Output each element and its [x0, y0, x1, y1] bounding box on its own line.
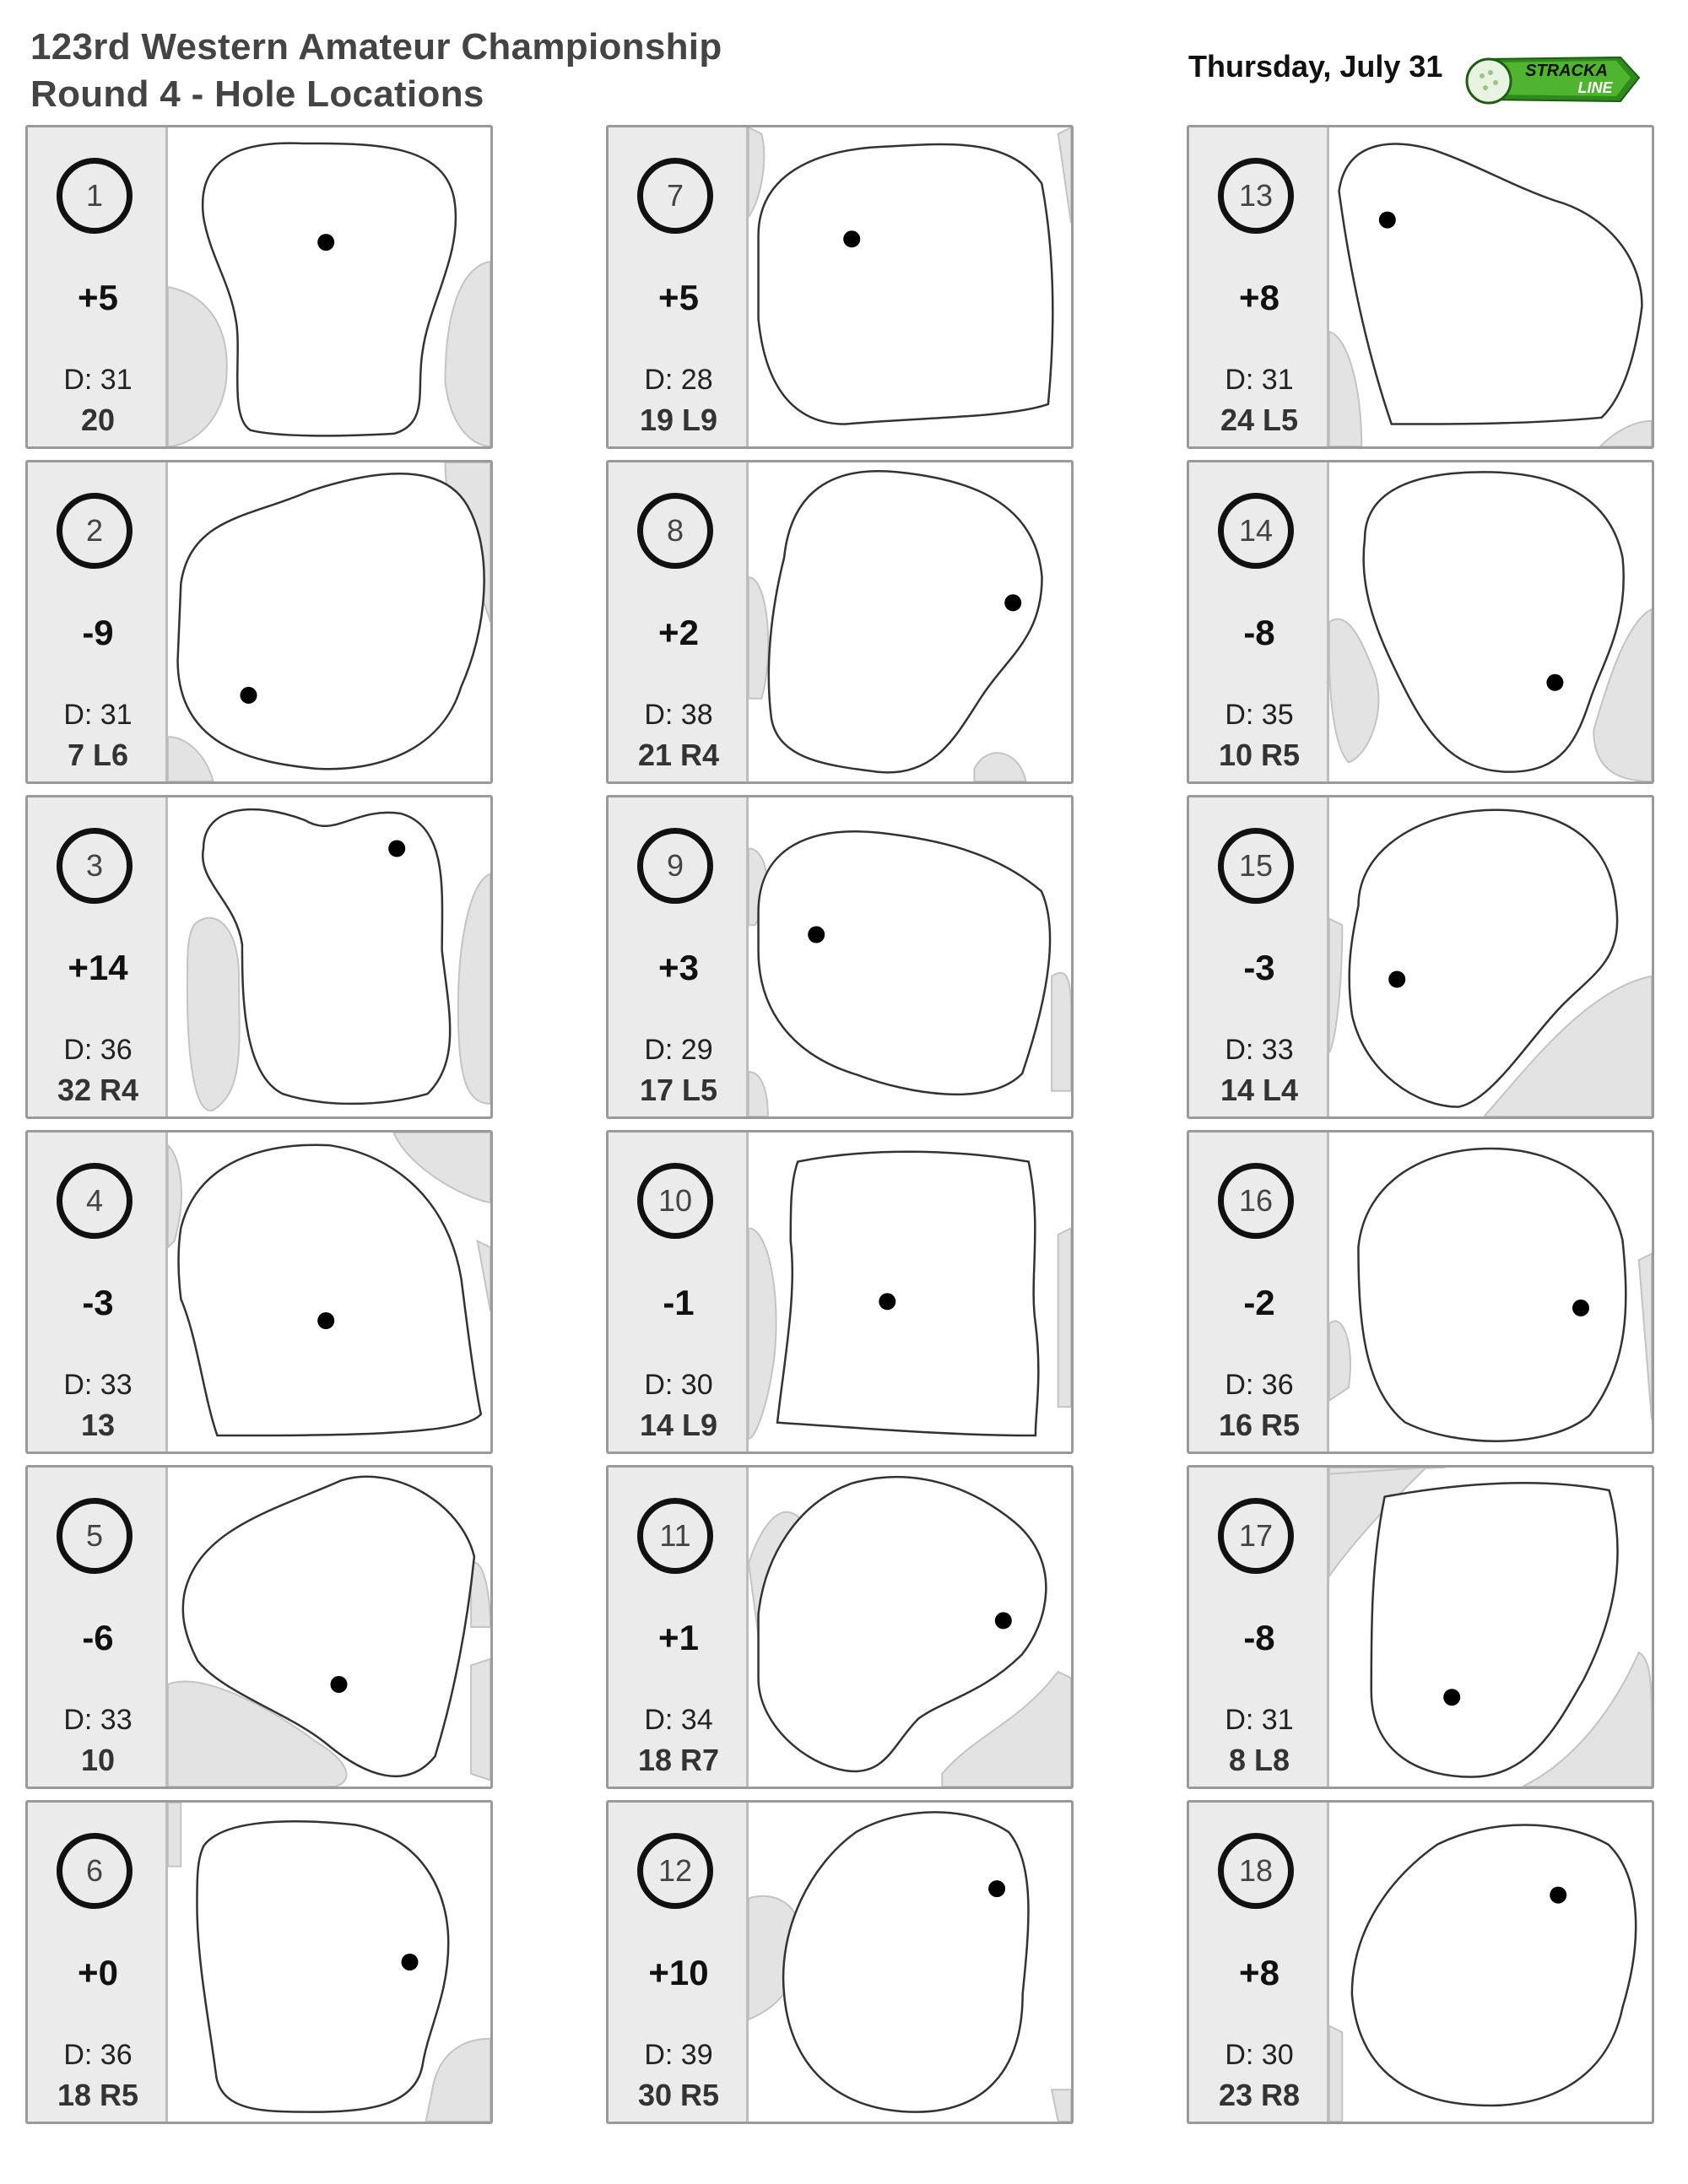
- hole-info-panel: [28, 1133, 168, 1451]
- green-diagram: [168, 1803, 490, 2122]
- bunker: [187, 918, 240, 1111]
- hole-card: [606, 460, 1074, 784]
- green-surface: [787, 1815, 1025, 2109]
- green-depth: D: 31: [1225, 1704, 1294, 1736]
- pin-marker: [1388, 971, 1405, 988]
- hole-score: +1: [658, 1618, 699, 1657]
- hole-number: 7: [637, 158, 713, 234]
- hole-score: -6: [82, 1618, 114, 1657]
- hole-number: 12: [637, 1833, 713, 1909]
- pin-location: 24 L5: [1220, 403, 1299, 437]
- page-title: [30, 24, 722, 118]
- hole-number: 11: [637, 1498, 713, 1574]
- hole-score: -8: [1243, 613, 1275, 652]
- hole-score: -2: [1243, 1283, 1275, 1322]
- hole-card: [25, 1130, 493, 1454]
- hole-score: +10: [648, 1953, 709, 1992]
- green-depth: D: 30: [1225, 2039, 1294, 2071]
- pin-marker: [1004, 594, 1021, 611]
- stracka-line-logo: [1460, 51, 1646, 110]
- pin-location: 16 R5: [1218, 1408, 1301, 1442]
- green-depth: D: 28: [644, 364, 713, 396]
- green-diagram: [749, 797, 1071, 1116]
- hole-score: -3: [82, 1283, 114, 1322]
- svg-text:LINE: LINE: [1577, 79, 1613, 96]
- hole-card: [1187, 460, 1654, 784]
- hole-card: [1187, 1130, 1654, 1454]
- green-depth: D: 31: [63, 364, 133, 396]
- bunker: [458, 874, 490, 1104]
- hole-info-panel: [609, 1468, 749, 1787]
- green-depth: D: 29: [644, 1034, 713, 1066]
- hole-card: [25, 795, 493, 1119]
- hole-score: +3: [658, 948, 699, 987]
- pin-marker: [1572, 1300, 1589, 1316]
- green-diagram: [168, 462, 490, 781]
- pin-marker: [1443, 1689, 1460, 1706]
- hole-score: +14: [68, 948, 128, 987]
- hole-number: 13: [1218, 158, 1294, 234]
- pin-location: 32 R4: [57, 1073, 139, 1107]
- green-depth: D: 36: [63, 1034, 133, 1066]
- hole-score: +8: [1239, 278, 1280, 317]
- hole-score: -9: [82, 613, 114, 652]
- pin-location: 14 L9: [639, 1408, 718, 1442]
- pin-marker: [843, 230, 860, 247]
- hole-number: 1: [57, 158, 133, 234]
- hole-info-panel: [609, 462, 749, 781]
- green-diagram: [749, 462, 1071, 781]
- green-surface: [1361, 1152, 1622, 1438]
- hole-info-panel: [28, 1468, 168, 1787]
- hole-number: 6: [57, 1833, 133, 1909]
- green-depth: D: 33: [1225, 1034, 1294, 1066]
- hole-number: 15: [1218, 828, 1294, 904]
- hole-info-panel: [609, 127, 749, 446]
- hole-card: [1187, 1465, 1654, 1789]
- hole-number: 8: [637, 493, 713, 569]
- hole-score: -3: [1243, 948, 1275, 987]
- green-diagram: [749, 1133, 1071, 1451]
- green-diagram: [1329, 1803, 1652, 2122]
- hole-number: 4: [57, 1163, 133, 1239]
- bunker: [1639, 1254, 1652, 1420]
- pin-location: 21 R4: [637, 738, 720, 772]
- hole-score: +0: [78, 1953, 118, 1992]
- green-depth: D: 39: [644, 2039, 713, 2071]
- green-depth: D: 36: [1225, 1369, 1294, 1401]
- pin-location: 23 R8: [1218, 2078, 1301, 2112]
- hole-number: 10: [637, 1163, 713, 1239]
- green-surface: [1355, 1828, 1633, 2102]
- hole-number: 9: [637, 828, 713, 904]
- green-surface: [181, 477, 481, 765]
- bunker: [1600, 421, 1652, 446]
- hole-info-panel: [1189, 1803, 1329, 2122]
- hole-number: 5: [57, 1498, 133, 1574]
- hole-info-panel: [609, 1803, 749, 2122]
- green-surface: [181, 1149, 477, 1433]
- hole-info-panel: [609, 797, 749, 1116]
- pin-marker: [1550, 1887, 1566, 1904]
- hole-score: +8: [1239, 1953, 1280, 1992]
- pin-location: 10: [80, 1743, 116, 1777]
- pin-marker: [317, 1312, 334, 1329]
- green-depth: D: 35: [1225, 699, 1294, 731]
- hole-score: -1: [663, 1283, 695, 1322]
- hole-card: [1187, 795, 1654, 1119]
- pin-marker: [1379, 212, 1396, 229]
- hole-card: [1187, 1800, 1654, 2124]
- pin-location: 14 L4: [1220, 1073, 1299, 1107]
- hole-info-panel: [28, 797, 168, 1116]
- green-diagram: [1329, 797, 1652, 1116]
- hole-info-panel: [1189, 1133, 1329, 1451]
- pin-location: 20: [80, 403, 116, 437]
- hole-score: -8: [1243, 1618, 1275, 1657]
- bunker: [426, 2039, 490, 2122]
- title-line-1: 123rd Western Amateur Championship: [30, 26, 722, 68]
- title-line-2: Round 4 - Hole Locations: [30, 73, 484, 115]
- bunker: [749, 577, 768, 699]
- hole-number: 3: [57, 828, 133, 904]
- pin-marker: [1546, 674, 1563, 691]
- bunker: [974, 753, 1025, 781]
- pin-marker: [402, 1954, 419, 1970]
- bunker: [749, 127, 764, 217]
- green-depth: D: 38: [644, 699, 713, 731]
- hole-info-panel: [1189, 797, 1329, 1116]
- pin-location: 10 R5: [1218, 738, 1301, 772]
- hole-info-panel: [28, 1803, 168, 2122]
- event-date: Thursday, July 31: [1188, 49, 1443, 84]
- pin-location: 17 L5: [639, 1073, 718, 1107]
- green-diagram: [1329, 1468, 1652, 1787]
- hole-info-panel: [1189, 1468, 1329, 1787]
- pin-location: 8 L8: [1228, 1743, 1290, 1777]
- green-diagram: [168, 797, 490, 1116]
- green-diagram: [1329, 127, 1652, 446]
- green-diagram: [1329, 1133, 1652, 1451]
- bunker: [1329, 1321, 1350, 1400]
- green-diagram: [749, 1803, 1071, 2122]
- hole-info-panel: [28, 127, 168, 446]
- hole-number: 14: [1218, 493, 1294, 569]
- pin-location: 19 L9: [639, 403, 718, 437]
- green-surface: [1375, 1486, 1615, 1774]
- pin-marker: [808, 927, 825, 943]
- green-surface: [772, 474, 1039, 770]
- green-surface: [1342, 147, 1638, 420]
- bunker: [1329, 619, 1378, 763]
- bunker: [478, 1241, 490, 1311]
- pin-marker: [241, 687, 257, 704]
- pin-location: 7 L6: [67, 738, 129, 772]
- green-surface: [781, 1154, 1035, 1432]
- green-depth: D: 34: [644, 1704, 713, 1736]
- pin-marker: [995, 1612, 1012, 1629]
- green-surface: [761, 835, 1047, 1091]
- hole-number: 18: [1218, 1833, 1294, 1909]
- green-diagram: [168, 127, 490, 446]
- bunker: [471, 1563, 490, 1627]
- bunker: [1058, 127, 1071, 223]
- bunker: [1329, 332, 1361, 446]
- pin-location: 18 R5: [57, 2078, 139, 2112]
- hole-number: 17: [1218, 1498, 1294, 1574]
- pin-marker: [988, 1880, 1005, 1897]
- green-diagram: [749, 1468, 1071, 1787]
- hole-info-panel: [28, 462, 168, 781]
- pin-location: 18 R7: [637, 1743, 720, 1777]
- hole-info-panel: [1189, 127, 1329, 446]
- green-diagram: [168, 1133, 490, 1451]
- hole-card: [606, 125, 1074, 449]
- bunker: [168, 287, 227, 446]
- svg-text:STRACKA: STRACKA: [1525, 62, 1608, 80]
- bunker: [168, 1803, 181, 1867]
- hole-score: +5: [658, 278, 699, 317]
- hole-number: 16: [1218, 1163, 1294, 1239]
- hole-card: [606, 795, 1074, 1119]
- green-depth: D: 30: [644, 1369, 713, 1401]
- pin-marker: [388, 841, 405, 857]
- hole-card: [606, 1800, 1074, 2124]
- pin-marker: [879, 1293, 895, 1310]
- bunker: [446, 262, 491, 446]
- green-diagram: [1329, 462, 1652, 781]
- green-depth: D: 31: [1225, 364, 1294, 396]
- hole-info-panel: [609, 1133, 749, 1451]
- green-surface: [1366, 475, 1620, 769]
- hole-card: [25, 460, 493, 784]
- pin-marker: [331, 1676, 348, 1693]
- bunker: [1052, 2089, 1071, 2122]
- green-diagram: [168, 1468, 490, 1787]
- bunker: [168, 737, 214, 781]
- hole-score: +2: [658, 613, 699, 652]
- bunker: [749, 1228, 776, 1439]
- bunker: [1052, 973, 1071, 1091]
- green-diagram: [749, 127, 1071, 446]
- green-depth: D: 31: [63, 699, 133, 731]
- green-depth: D: 36: [63, 2039, 133, 2071]
- bunker: [471, 1659, 490, 1781]
- pin-location: 30 R5: [637, 2078, 720, 2112]
- hole-number: 2: [57, 493, 133, 569]
- hole-card: [25, 125, 493, 449]
- hole-card: [25, 1800, 493, 2124]
- pin-location: 13: [80, 1408, 116, 1442]
- hole-card: [606, 1130, 1074, 1454]
- hole-score: +5: [78, 278, 118, 317]
- bunker: [1329, 919, 1342, 1053]
- pin-marker: [317, 234, 334, 251]
- bunker: [749, 1072, 768, 1116]
- green-depth: D: 33: [63, 1369, 133, 1401]
- hole-info-panel: [1189, 462, 1329, 781]
- green-surface: [761, 148, 1049, 421]
- green-surface: [206, 146, 452, 432]
- hole-card: [1187, 125, 1654, 449]
- bunker: [1058, 1228, 1071, 1407]
- bunker: [1329, 2026, 1342, 2122]
- green-depth: D: 33: [63, 1704, 133, 1736]
- hole-card: [25, 1465, 493, 1789]
- hole-card: [606, 1465, 1074, 1789]
